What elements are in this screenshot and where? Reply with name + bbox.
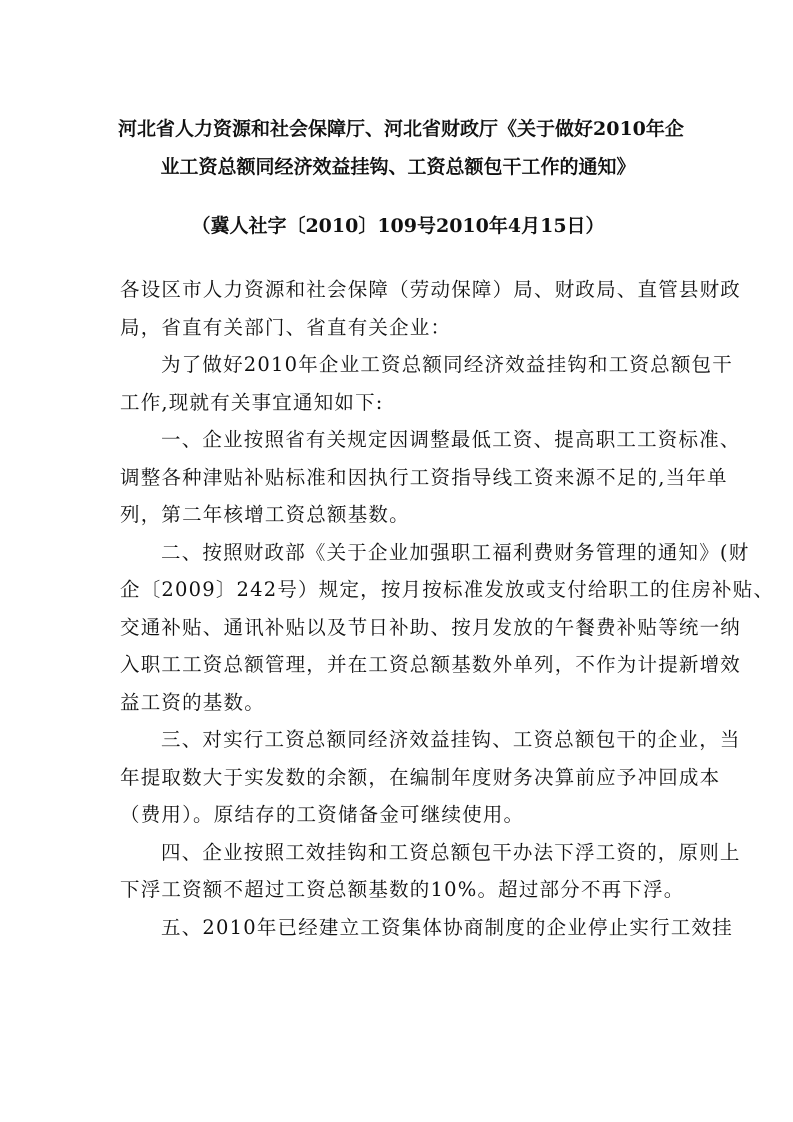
paragraph-line: 局，省直有关部门、省直有关企业： [120,315,452,339]
paragraph-line: 五、2010年已经建立工资集体协商制度的企业停止实行工效挂 [161,915,733,939]
item-3-paragraph [120,721,741,834]
paragraph-line: 各设区市人力资源和社会保障（劳动保障）局、财政局、直管县财政 [120,278,742,301]
paragraph-line: 益工资的基数。 [120,690,265,714]
title-line-1: 河北省人力资源和社会保障厅、河北省财政厅《关于做好2010年企 [118,118,684,140]
paragraph-line: 交通补贴、通讯补贴以及节日补助、按月发放的午餐费补贴等统一纳 [120,615,742,639]
paragraph-line: 三、对实行工资总额同经济效益挂钩、工资总额包干的企业，当 [161,728,741,751]
paragraph-line: 四、企业按照工效挂钩和工资总额包干办法下浮工资的，原则上 [161,840,741,864]
addressee-paragraph [120,271,742,346]
item-2-paragraph [120,534,775,722]
paragraph-line: （费用）。原结存的工资储备金可继续使用。 [120,803,525,826]
document-title [118,110,684,186]
paragraph-line: 下浮工资额不超过工资总额基数的10%。超过部分不再下浮。 [120,878,685,901]
item-1-paragraph [120,421,741,534]
paragraph-line: 企〔2009〕242号）规定，按月按标准发放或支付给职工的住房补贴、 [120,578,775,601]
title-line-2: 业工资总额同经济效益挂钩、工资总额包干工作的通知》 [160,156,636,178]
paragraph-line: 工作,现就有关事宜通知如下: [120,390,384,414]
paragraph-line: 年提取数大于实发数的余额，在编制年度财务决算前应予冲回成本 [120,765,721,789]
document-subtitle: （冀人社字〔2010〕109号2010年4月15日） [191,215,605,237]
item-5-paragraph [120,909,733,947]
item-4-paragraph [120,834,741,909]
intro-paragraph [120,346,733,421]
paragraph-line: 列，第二年核增工资总额基数。 [120,503,410,526]
document-body [120,271,775,946]
paragraph-line: 一、企业按照省有关规定因调整最低工资、提高职工工资标准、 [161,428,741,451]
paragraph-line: 为了做好2010年企业工资总额同经济效益挂钩和工资总额包干 [161,353,733,376]
paragraph-line: 二、按照财政部《关于企业加强职工福利费财务管理的通知》(财 [161,540,750,564]
paragraph-line: 调整各种津贴补贴标准和因执行工资指导线工资来源不足的,当年单 [120,465,728,489]
paragraph-line: 入职工工资总额管理，并在工资总额基数外单列，不作为计提新增效 [120,653,742,676]
